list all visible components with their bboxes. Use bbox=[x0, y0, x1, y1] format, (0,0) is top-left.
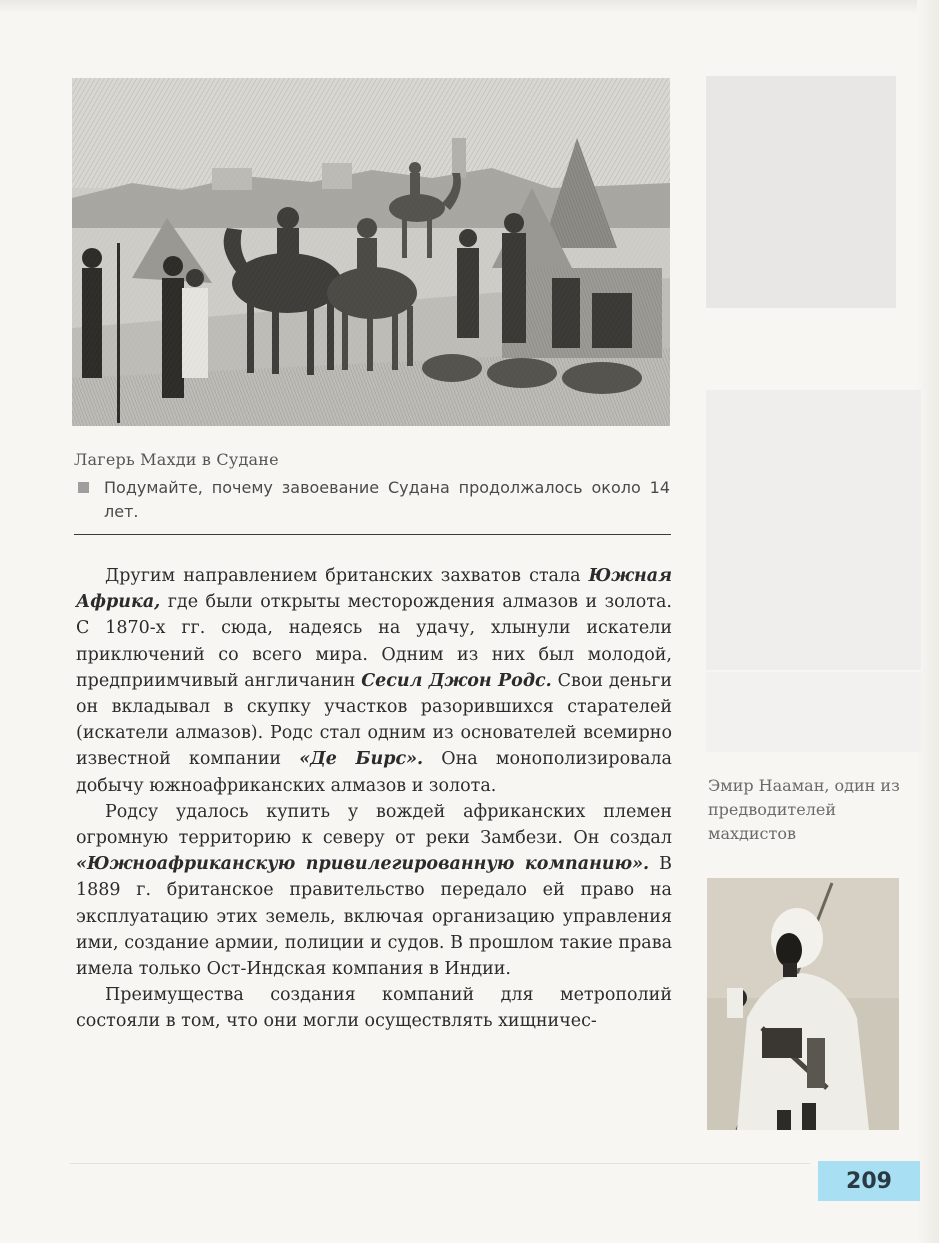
footer-divider bbox=[70, 1163, 810, 1164]
sidebar-panel bbox=[706, 672, 921, 752]
paragraph-advantages bbox=[76, 982, 672, 1034]
main-text bbox=[76, 563, 672, 1035]
emir-naaman-portrait bbox=[707, 878, 899, 1130]
sidebar-panel bbox=[706, 76, 896, 308]
paragraph-south-africa bbox=[76, 563, 672, 799]
section-divider bbox=[74, 534, 671, 535]
page-number: 209 bbox=[846, 1168, 892, 1194]
illustration-caption: Лагерь Махди в Судане bbox=[74, 450, 279, 469]
question-marker-icon bbox=[78, 482, 89, 493]
text-run: где были открыты месторождения алмазов и золота. С 1870-х гг. сюда, надеясь на удачу, хлынули искатели приключений со всего мира. Одним из них был молодой, предприимчивый англичанин bbox=[76, 592, 672, 691]
sidebar-panel bbox=[706, 390, 921, 670]
term-bsac: «Южноафриканскую привилегированную компанию». bbox=[76, 854, 650, 875]
text-run: Другим направлением британских захватов стала bbox=[105, 566, 589, 586]
illustration-question: Подумайте, почему завоевание Судана продолжалось около 14 лет. bbox=[104, 478, 670, 521]
text-run: Она монополизировала добычу южноафриканских алмазов и золота. bbox=[76, 749, 672, 796]
text-run: В 1889 г. британское правительство передало ей право на эксплуатацию этих земель, включая организацию управления ими, создание армии, полиции и судов. В прошлом такие права имела только Ост-Индская компания в Индии. bbox=[76, 854, 672, 980]
term-de-beers: «Де Бирс». bbox=[299, 749, 424, 770]
text-run: Преимущества создания компаний для метрополий состояли в том, что они могли осуществлять хищничес- bbox=[76, 985, 672, 1032]
text-run: Родсу удалось купить у вождей африканских племен огромную территорию к северу от реки Замбези. Он создал bbox=[76, 801, 672, 849]
term-cecil-rhodes: Сесил Джон Родс. bbox=[361, 670, 552, 691]
paragraph-chartered-company bbox=[76, 799, 672, 982]
portrait-caption: Эмир Нааман, один из предводителей махдистов bbox=[708, 776, 900, 843]
page-shade bbox=[0, 0, 939, 14]
page-number-badge bbox=[818, 1161, 920, 1201]
term-south-africa: Южная Африка, bbox=[76, 566, 672, 613]
mahdi-camp-engraving bbox=[72, 78, 670, 426]
text-run: Свои деньги он вкладывал в скупку участков разорившихся старателей (искатели алмазов). Родс стал одним из основателей всемирно известной компании bbox=[76, 670, 672, 770]
